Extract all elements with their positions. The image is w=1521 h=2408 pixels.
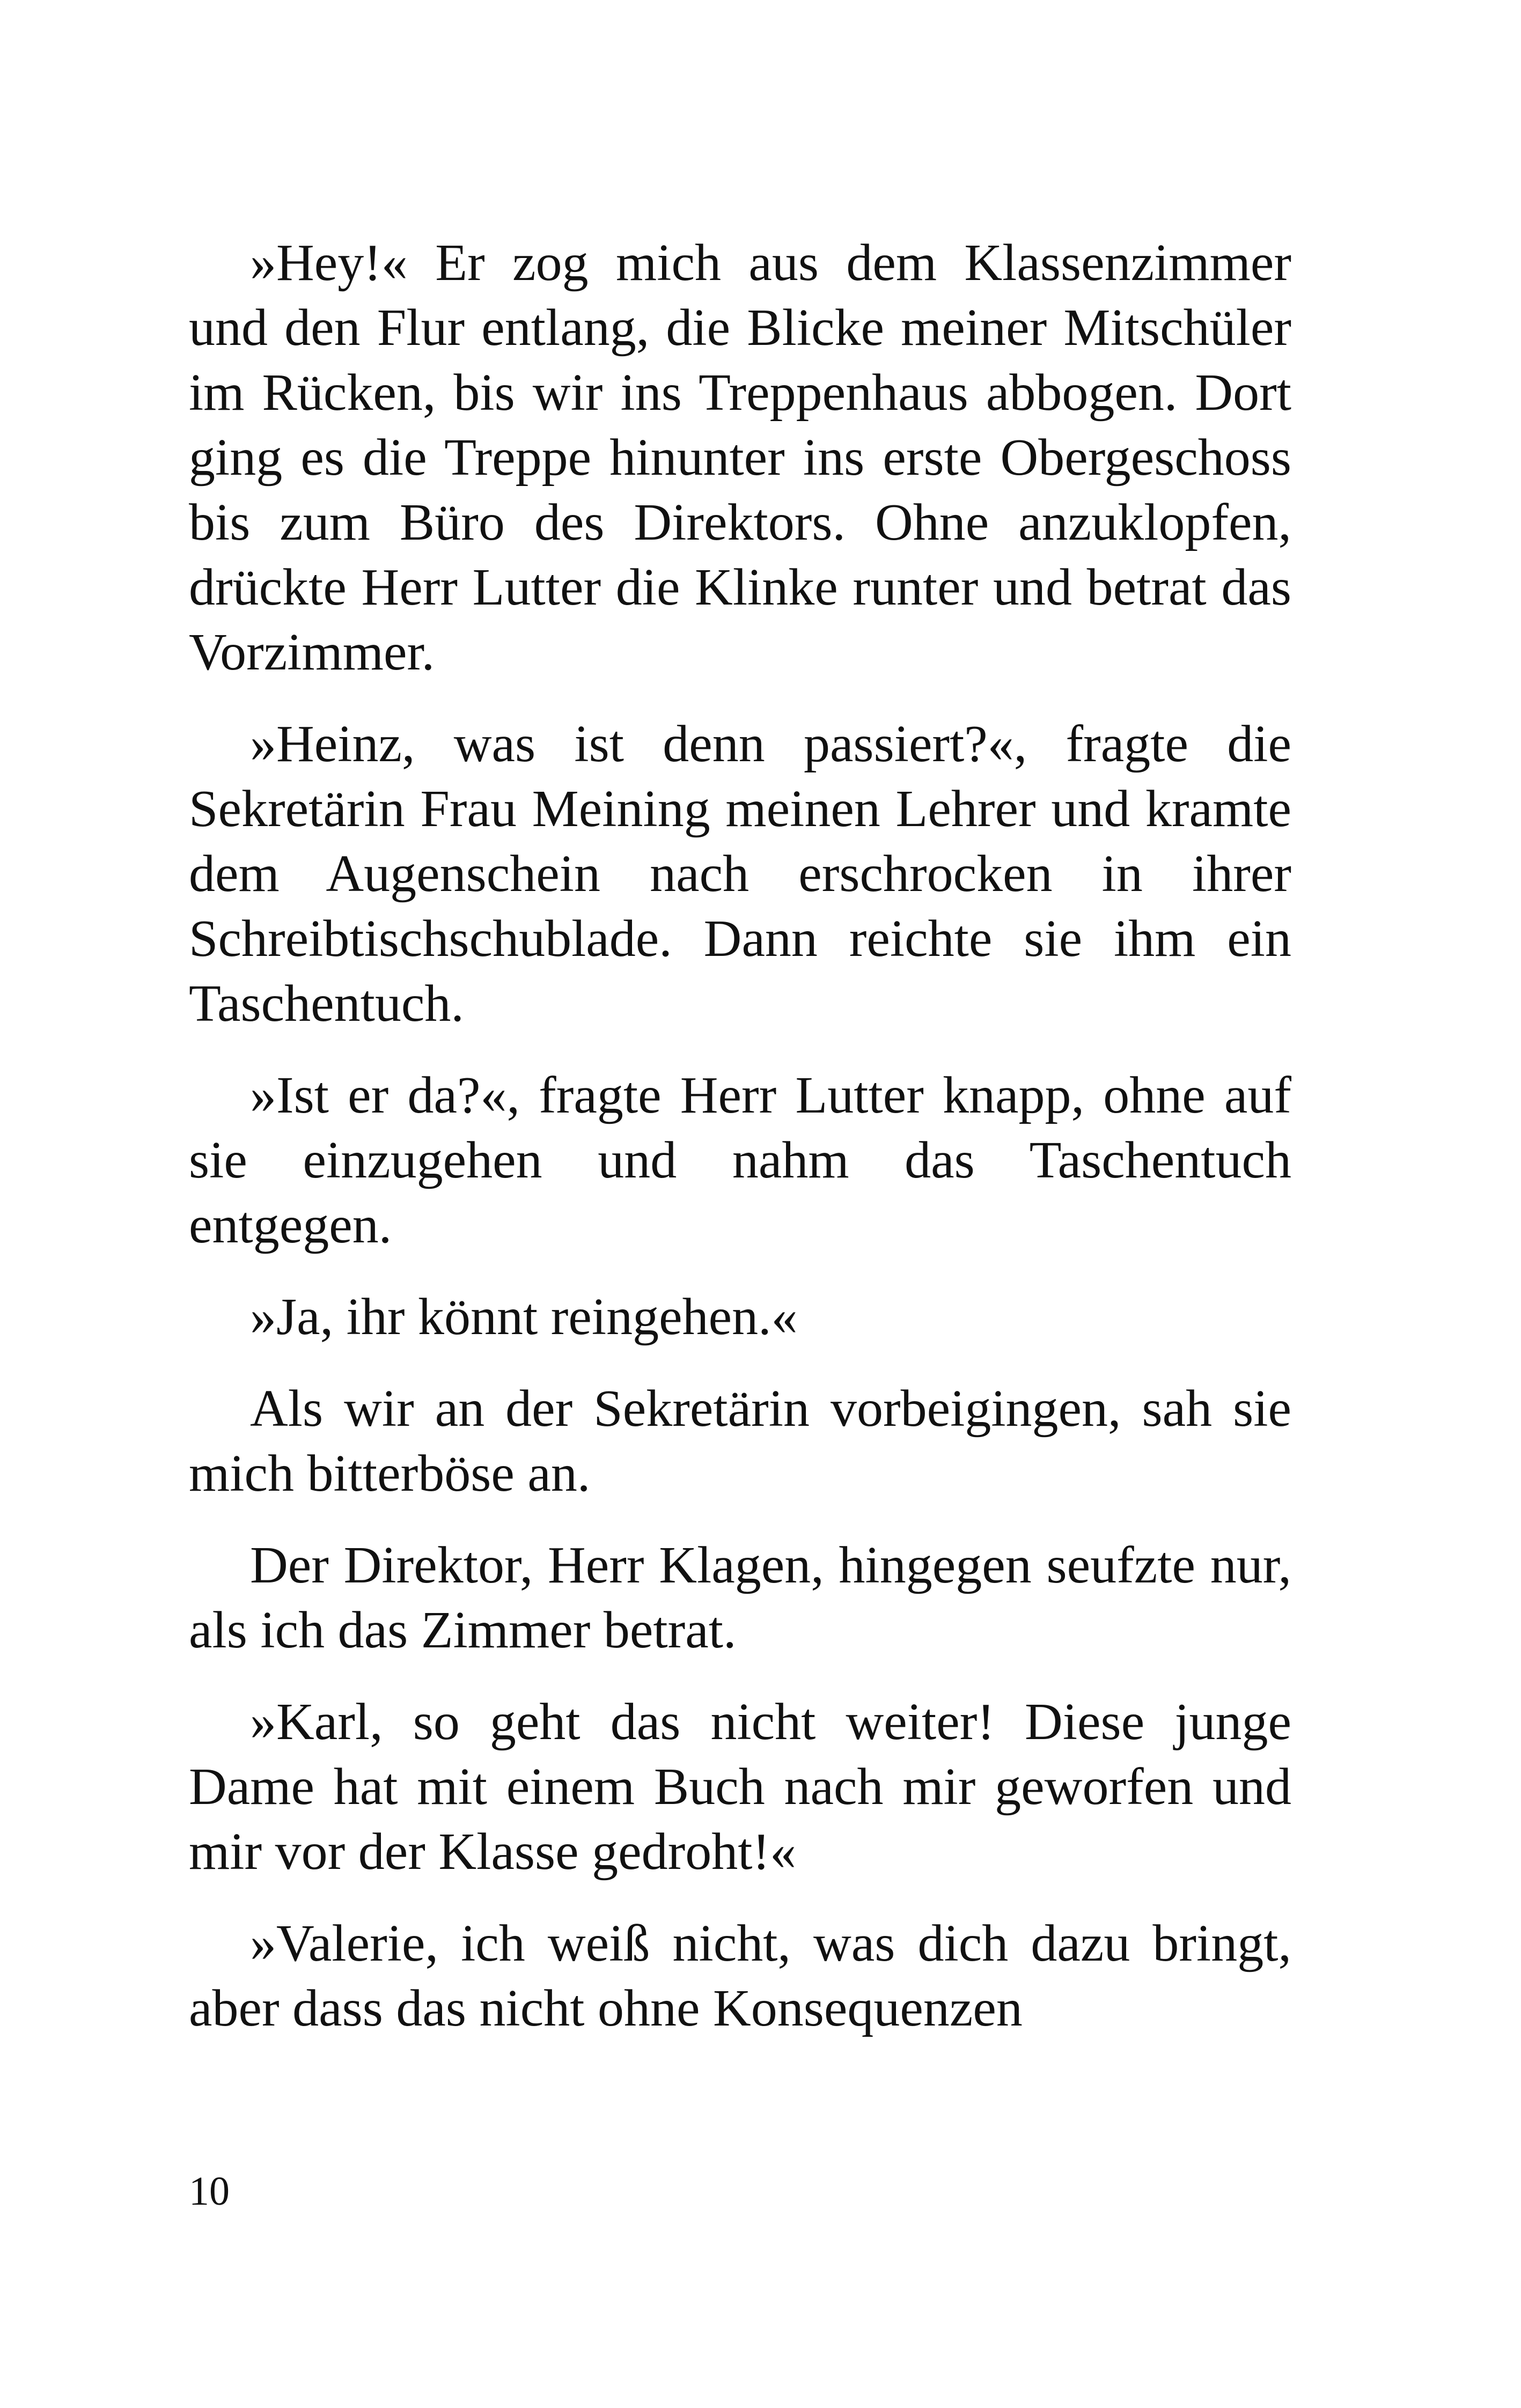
paragraph: Der Direktor, Herr Klagen, hingegen seufzte nur, als ich das Zimmer betrat.	[189, 1536, 1291, 1659]
paragraph: Als wir an der Sekretärin vorbeigingen, sah sie mich bitterböse an.	[189, 1380, 1291, 1503]
body-text	[189, 231, 1291, 2068]
paragraph: »Ist er da?«, fragte Herr Lutter knapp, ohne auf sie einzugehen und nahm das Taschentuch entgegen.	[189, 1066, 1291, 1254]
paragraph: »Heinz, was ist denn passiert?«, fragte die Sekretärin Frau Meining meinen Lehrer und kramte dem Augenschein nach erschrocken in ihrer Schreibtischschublade. Dann reichte sie ihm ein Taschentuch.	[189, 715, 1291, 1033]
page-number: 10	[189, 2169, 230, 2214]
paragraph: »Karl, so geht das nicht weiter! Diese junge Dame hat mit einem Buch nach mir geworfen und mir vor der Klasse gedroht!«	[189, 1693, 1291, 1881]
paragraph: »Valerie, ich weiß nicht, was dich dazu bringt, aber dass das nicht ohne Konsequenzen	[189, 1914, 1291, 2037]
paragraph: »Ja, ihr könnt reingehen.«	[250, 1288, 798, 1346]
paragraph: »Hey!« Er zog mich aus dem Klassenzimmer und den Flur entlang, die Blicke meiner Mitschüler im Rücken, bis wir ins Treppenhaus abbogen. Dort ging es die Treppe hinunter ins erste Obergeschoss bis zum Büro des Direktors. Ohne anzuklopfen, drückte Herr Lutter die Klinke runter und betrat das Vorzimmer.	[189, 234, 1291, 681]
